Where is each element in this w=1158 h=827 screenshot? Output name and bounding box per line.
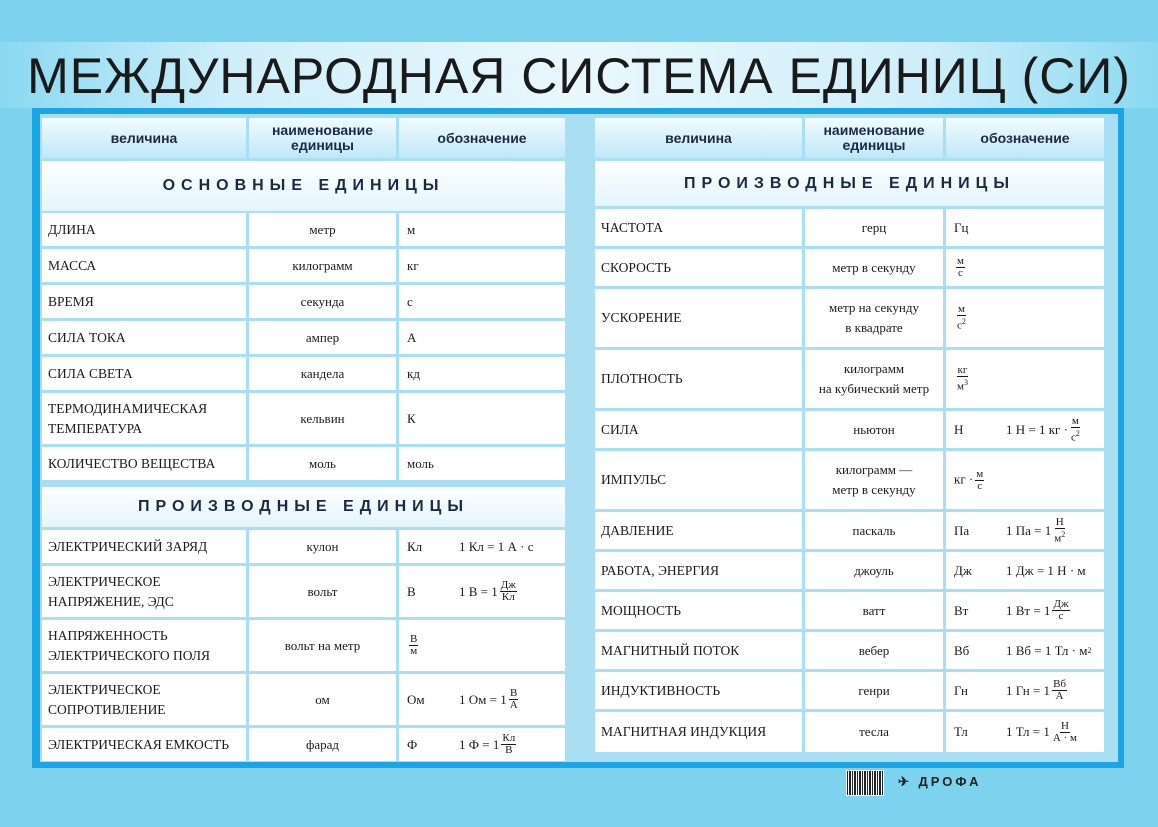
unit-name-cell [805, 289, 943, 347]
fraction-numerator: м [957, 303, 965, 316]
unit-symbol-text: Вт [954, 602, 969, 618]
quantity-cell [595, 712, 802, 752]
quantity-cell [42, 321, 246, 354]
symbol-cell [946, 451, 1104, 509]
fraction-numerator: м [957, 255, 964, 267]
unit-symbol [407, 537, 437, 557]
quantity-text: СИЛА СВЕТА [48, 365, 133, 381]
fraction-denominator [509, 700, 519, 711]
quantity-text: ИНДУКТИВНОСТЬ [601, 682, 721, 698]
quantity-text: МОЩНОСТЬ [601, 602, 682, 618]
fraction-denominator-text: А [1055, 690, 1064, 702]
formula-text: 1 В = 1 [459, 583, 498, 599]
unit-symbol-text: Кл [407, 538, 423, 554]
unit-symbol [954, 469, 986, 492]
unit-name-cell [249, 393, 396, 444]
symbol-cell [946, 552, 1104, 589]
unit-name-line: килограмм [843, 361, 905, 376]
unit-name-text: кандела [300, 365, 345, 381]
fraction [1070, 416, 1081, 444]
quantity-cell [42, 285, 246, 318]
fraction-denominator-text: А · м [1052, 731, 1077, 744]
symbol-cell [946, 712, 1104, 752]
fraction [1052, 599, 1069, 622]
quantity-cell [595, 451, 802, 509]
unit-formula [1006, 641, 1091, 661]
unit-formula [1006, 721, 1080, 744]
column-header-text [272, 123, 373, 153]
unit-symbol [407, 256, 437, 276]
unit-formula [459, 580, 519, 603]
unit-symbol [954, 218, 984, 238]
symbol-cell [946, 592, 1104, 629]
formula-text: 1 Ом = 1 [459, 691, 507, 707]
unit-symbol-text: кд [407, 365, 420, 381]
exponent: 2 [1075, 428, 1080, 438]
quantity-cell [595, 350, 802, 408]
quantity-line: ТЕРМОДИНАМИЧЕСКАЯ [48, 400, 208, 416]
quantity-text: ЭЛЕКТРИЧЕСКИЙ ЗАРЯД [48, 538, 208, 554]
quantity-line: СОПРОТИВЛЕНИЕ [48, 701, 166, 717]
fraction-numerator: Дж [500, 579, 516, 591]
fraction [956, 256, 965, 279]
formula-text: 1 Н = 1 кг · [1006, 421, 1068, 437]
unit-name-text: паскаль [852, 522, 896, 538]
fraction [1053, 517, 1066, 545]
footer [846, 770, 1156, 796]
fraction-denominator-text: Кл [501, 591, 515, 603]
unit-name-cell [805, 552, 943, 589]
unit-name-cell [249, 447, 396, 480]
unit-symbol-text: Н [954, 421, 964, 437]
formula-text: 1 Гн = 1 [1006, 682, 1051, 698]
column-header-text: величина [665, 129, 732, 146]
exponent: 2 [961, 317, 966, 327]
unit-name-cell [249, 213, 396, 246]
unit-symbol-text: Гц [954, 219, 969, 235]
fraction [501, 733, 516, 756]
quantity-text: МАГНИТНЫЙ ПОТОК [601, 642, 740, 658]
column-header-text: обозначение [437, 129, 527, 146]
symbol-cell [946, 350, 1104, 408]
unit-symbol [407, 292, 437, 312]
fraction-numerator: Н [1055, 515, 1064, 528]
quantity-line: НАПРЯЖЕНИЕ, ЭДС [48, 593, 174, 609]
unit-symbol-text: А [407, 329, 417, 345]
quantity-text: ВРЕМЯ [48, 293, 94, 309]
unit-symbol [954, 256, 984, 279]
quantity-line: ЭЛЕКТРИЧЕСКОЕ [48, 681, 161, 697]
unit-symbol-text: Ом [407, 691, 425, 707]
unit-formula [459, 537, 533, 557]
quantity-text: МАГНИТНАЯ ИНДУКЦИЯ [601, 724, 767, 739]
table-area [40, 114, 1118, 762]
quantity-cell [595, 289, 802, 347]
section-title-text: ПРОИЗВОДНЫЕ ЕДИНИЦЫ [683, 174, 1016, 192]
formula-text: 1 Дж = 1 Н · м [1006, 562, 1086, 578]
quantity-cell [595, 552, 802, 589]
unit-name-line: метр в секунду [832, 482, 916, 497]
quantity-cell [595, 411, 802, 448]
quantity-cell [595, 249, 802, 286]
exponent: 2 [1061, 529, 1066, 539]
column-header-line: наименование [271, 122, 374, 138]
unit-symbol-text: Дж [954, 562, 972, 578]
fraction-numerator: Н [1060, 719, 1069, 732]
unit-name-cell [249, 620, 396, 671]
symbol-cell [399, 447, 565, 480]
fraction-numerator: В [510, 687, 518, 699]
unit-symbol [407, 582, 437, 602]
unit-name-text: ампер [305, 329, 340, 345]
quantity-cell [595, 592, 802, 629]
fraction-denominator [957, 268, 964, 279]
quantity-cell [595, 512, 802, 549]
quantity-text: КОЛИЧЕСТВО ВЕЩЕСТВА [48, 455, 216, 471]
section-title-text: ОСНОВНЫЕ ЕДИНИЦЫ [162, 177, 445, 194]
unit-name-text [829, 298, 919, 338]
symbol-cell [399, 674, 565, 725]
formula-text: 1 Ф = 1 [459, 736, 500, 752]
page-title: МЕЖДУНАРОДНАЯ СИСТЕМА ЕДИНИЦ (СИ) [27, 48, 1131, 104]
unit-name-text: тесла [859, 724, 889, 739]
unit-name-text: вебер [858, 642, 890, 658]
unit-name-cell [249, 249, 396, 282]
unit-name-line: в квадрате [845, 320, 903, 335]
symbol-cell [946, 411, 1104, 448]
quantity-cell [42, 249, 246, 282]
unit-symbol-text: кг [407, 257, 419, 273]
unit-name-text: ватт [862, 602, 886, 618]
fraction [1052, 679, 1067, 702]
unit-name-cell [805, 512, 943, 549]
fraction-numerator: Вб [1053, 678, 1066, 690]
unit-symbol-text: с [407, 293, 413, 309]
unit-name-text: килограмм [292, 257, 353, 273]
formula-text: 1 Вб = 1 Тл · м [1006, 642, 1088, 658]
exponent: 2 [1087, 645, 1092, 655]
fraction-denominator [501, 592, 516, 603]
fraction-denominator [1070, 428, 1081, 444]
quantity-line: ЭЛЕКТРИЧЕСКОЕ [48, 573, 161, 589]
fraction-denominator [1053, 529, 1066, 545]
fraction-numerator: кг [957, 364, 968, 377]
symbol-cell [399, 357, 565, 390]
column-header [399, 118, 565, 158]
column-header [42, 118, 246, 158]
unit-formula [1006, 679, 1069, 702]
formula-text: 1 Тл = 1 [1006, 724, 1050, 739]
unit-symbol [407, 690, 437, 710]
publisher-logo: ✈ ДРОФА [898, 774, 982, 789]
quantity-text [48, 680, 166, 720]
fraction-numerator: Дж [1053, 598, 1069, 610]
section-title [42, 487, 565, 527]
quantity-text: РАБОТА, ЭНЕРГИЯ [601, 562, 719, 578]
unit-symbol-text: В [407, 583, 416, 599]
quantity-text: УСКОРЕНИЕ [601, 310, 682, 325]
symbol-cell [399, 620, 565, 671]
unit-name-text [819, 359, 929, 399]
symbol-cell [946, 672, 1104, 709]
unit-symbol [407, 735, 437, 755]
column-header-text: обозначение [980, 129, 1070, 146]
fraction-numerator: м [976, 467, 984, 480]
unit-name-line: метр на секунду [829, 300, 919, 315]
fraction-denominator [1052, 733, 1078, 744]
quantity-cell [595, 632, 802, 669]
fraction-denominator [976, 481, 983, 492]
column-header-text [823, 123, 924, 153]
formula-text: 1 Па = 1 [1006, 522, 1052, 538]
unit-name-text: моль [309, 455, 336, 471]
quantity-text: СИЛА [601, 421, 639, 437]
quantity-cell [42, 674, 246, 725]
fraction-denominator-text: м [957, 380, 964, 393]
unit-symbol [954, 521, 984, 541]
section-title [595, 161, 1104, 206]
unit-symbol-text: Вб [954, 642, 970, 658]
quantity-line: ТЕМПЕРАТУРА [48, 420, 143, 436]
symbol-cell [399, 285, 565, 318]
symbol-cell [399, 249, 565, 282]
fraction-denominator [956, 377, 969, 393]
quantity-line: ЭЛЕКТРИЧЕСКОГО ПОЛЯ [48, 647, 210, 663]
unit-name-text: герц [861, 219, 887, 235]
unit-symbol [407, 328, 437, 348]
section-title-text: ПРОИЗВОДНЫЕ ЕДИНИЦЫ [137, 498, 470, 515]
symbol-cell [946, 632, 1104, 669]
column-header [595, 118, 802, 158]
quantity-text [48, 572, 174, 612]
fraction [956, 304, 967, 332]
formula-text: 1 Кл = 1 А · с [459, 538, 534, 554]
fraction-numerator: Кл [502, 732, 516, 744]
column-header-line: единицы [291, 137, 354, 153]
unit-name-cell [249, 530, 396, 563]
fraction [975, 469, 984, 492]
column-header [946, 118, 1104, 158]
fraction-denominator [409, 646, 418, 657]
quantity-cell [42, 530, 246, 563]
fraction-denominator-text: м [1054, 532, 1062, 545]
symbol-cell [946, 209, 1104, 246]
unit-name-cell [249, 728, 396, 761]
fraction-denominator-text: с [1058, 610, 1064, 622]
quantity-line: НАПРЯЖЕННОСТЬ [48, 627, 168, 643]
symbol-cell [399, 321, 565, 354]
quantity-text: ЭЛЕКТРИЧЕСКАЯ ЕМКОСТЬ [48, 736, 229, 752]
column-header [805, 118, 943, 158]
unit-name-text: вольт [307, 583, 338, 599]
fraction-denominator-text: с [1070, 431, 1076, 444]
quantity-text: ДЛИНА [48, 221, 96, 237]
unit-name-text: ом [315, 691, 330, 707]
symbol-cell [399, 393, 565, 444]
unit-symbol [407, 634, 437, 657]
unit-name-text [832, 460, 915, 500]
unit-formula [1006, 599, 1072, 622]
unit-symbol [954, 681, 984, 701]
symbol-cell [399, 728, 565, 761]
unit-formula [1006, 561, 1086, 581]
unit-name-text: кельвин [300, 410, 345, 426]
unit-name-cell [249, 285, 396, 318]
unit-name-cell [805, 249, 943, 286]
column-header [249, 118, 396, 158]
quantity-text [48, 626, 210, 666]
fraction-denominator [956, 316, 967, 332]
quantity-cell [595, 209, 802, 246]
unit-formula [1006, 416, 1083, 444]
quantity-cell [595, 672, 802, 709]
symbol-cell [946, 249, 1104, 286]
table-frame [32, 108, 1124, 768]
unit-symbol [407, 454, 437, 474]
unit-name-cell [249, 674, 396, 725]
unit-name-cell [805, 209, 943, 246]
unit-name-cell [249, 321, 396, 354]
symbol-cell [399, 566, 565, 617]
unit-name-text: метр в секунду [832, 259, 916, 275]
unit-symbol [407, 220, 437, 240]
column-header-line: единицы [842, 137, 906, 153]
unit-symbol [954, 304, 984, 332]
unit-name-cell [249, 357, 396, 390]
fraction-denominator [1058, 611, 1065, 622]
quantity-cell [42, 728, 246, 761]
unit-symbol-text: м [407, 221, 416, 237]
unit-name-text: генри [858, 682, 890, 698]
unit-name-text: кулон [306, 538, 339, 554]
fraction-numerator: м [1071, 414, 1079, 427]
unit-symbol [954, 601, 984, 621]
column-header-text: величина [110, 129, 178, 146]
unit-name-cell [805, 592, 943, 629]
unit-name-text: секунда [300, 293, 345, 309]
unit-symbol [407, 409, 437, 429]
bird-icon: ✈ [898, 774, 912, 789]
unit-name-text: вольт на метр [284, 637, 361, 653]
unit-symbol-text: К [407, 410, 416, 426]
quantity-text: ИМПУЛЬС [601, 472, 667, 487]
quantity-text: СКОРОСТЬ [601, 259, 672, 275]
unit-symbol [954, 641, 984, 661]
fraction [409, 634, 418, 657]
quantity-cell [42, 393, 246, 444]
quantity-cell [42, 357, 246, 390]
symbol-cell [946, 512, 1104, 549]
unit-name-line: на кубический метр [818, 381, 930, 396]
quantity-cell [42, 447, 246, 480]
fraction [509, 688, 519, 711]
symbol-cell [946, 289, 1104, 347]
quantity-text: ЧАСТОТА [601, 219, 663, 235]
quantity-text: ПЛОТНОСТЬ [601, 371, 683, 386]
fraction-denominator-text: с [957, 319, 962, 332]
column-header-line: наименование [823, 122, 925, 138]
fraction-denominator-text: м [410, 645, 418, 657]
fraction [500, 580, 517, 603]
unit-name-cell [805, 350, 943, 408]
unit-symbol [954, 722, 984, 742]
symbol-cell [399, 530, 565, 563]
unit-symbol-text: кг · [954, 470, 974, 486]
symbol-cell [399, 213, 565, 246]
unit-symbol-text: Ф [407, 736, 418, 752]
unit-formula [1006, 517, 1068, 545]
unit-name-cell [805, 712, 943, 752]
unit-name-cell [249, 566, 396, 617]
fraction-numerator: В [410, 633, 418, 645]
unit-name-cell [805, 632, 943, 669]
unit-symbol-text: Гн [954, 682, 968, 698]
unit-name-line: килограмм — [835, 462, 913, 477]
unit-symbol-text: Па [954, 522, 970, 538]
fraction-denominator-text: с [958, 267, 963, 279]
unit-symbol [954, 561, 984, 581]
unit-formula [459, 733, 518, 756]
unit-symbol [954, 420, 984, 440]
fraction [1052, 721, 1078, 744]
unit-name-cell [805, 672, 943, 709]
fraction-denominator [504, 745, 513, 756]
quantity-text: ДАВЛЕНИЕ [601, 522, 674, 538]
unit-symbol [407, 364, 437, 384]
fraction-denominator-text: А [509, 699, 518, 711]
quantity-text: МАССА [48, 257, 97, 273]
exponent: 3 [963, 378, 968, 388]
unit-name-text: фарад [305, 736, 340, 752]
quantity-cell [42, 620, 246, 671]
quantity-cell [42, 566, 246, 617]
fraction-denominator-text: В [505, 744, 513, 756]
quantity-text [48, 399, 207, 439]
formula-text: 1 Вт = 1 [1006, 602, 1051, 618]
unit-name-text: ньютон [853, 421, 895, 437]
unit-name-text: метр [309, 221, 336, 237]
unit-name-cell [805, 451, 943, 509]
quantity-cell [42, 213, 246, 246]
unit-symbol-text: моль [407, 455, 434, 471]
unit-name-text: джоуль [854, 562, 894, 578]
fraction-denominator [1055, 691, 1065, 702]
unit-symbol [954, 365, 984, 393]
unit-name-cell [805, 411, 943, 448]
fraction-denominator-text: с [977, 479, 983, 492]
unit-symbol-text: Тл [954, 724, 968, 739]
quantity-text: СИЛА ТОКА [48, 329, 126, 345]
unit-formula [459, 688, 521, 711]
section-title [42, 161, 565, 211]
fraction [956, 365, 969, 393]
barcode-icon [846, 770, 884, 796]
